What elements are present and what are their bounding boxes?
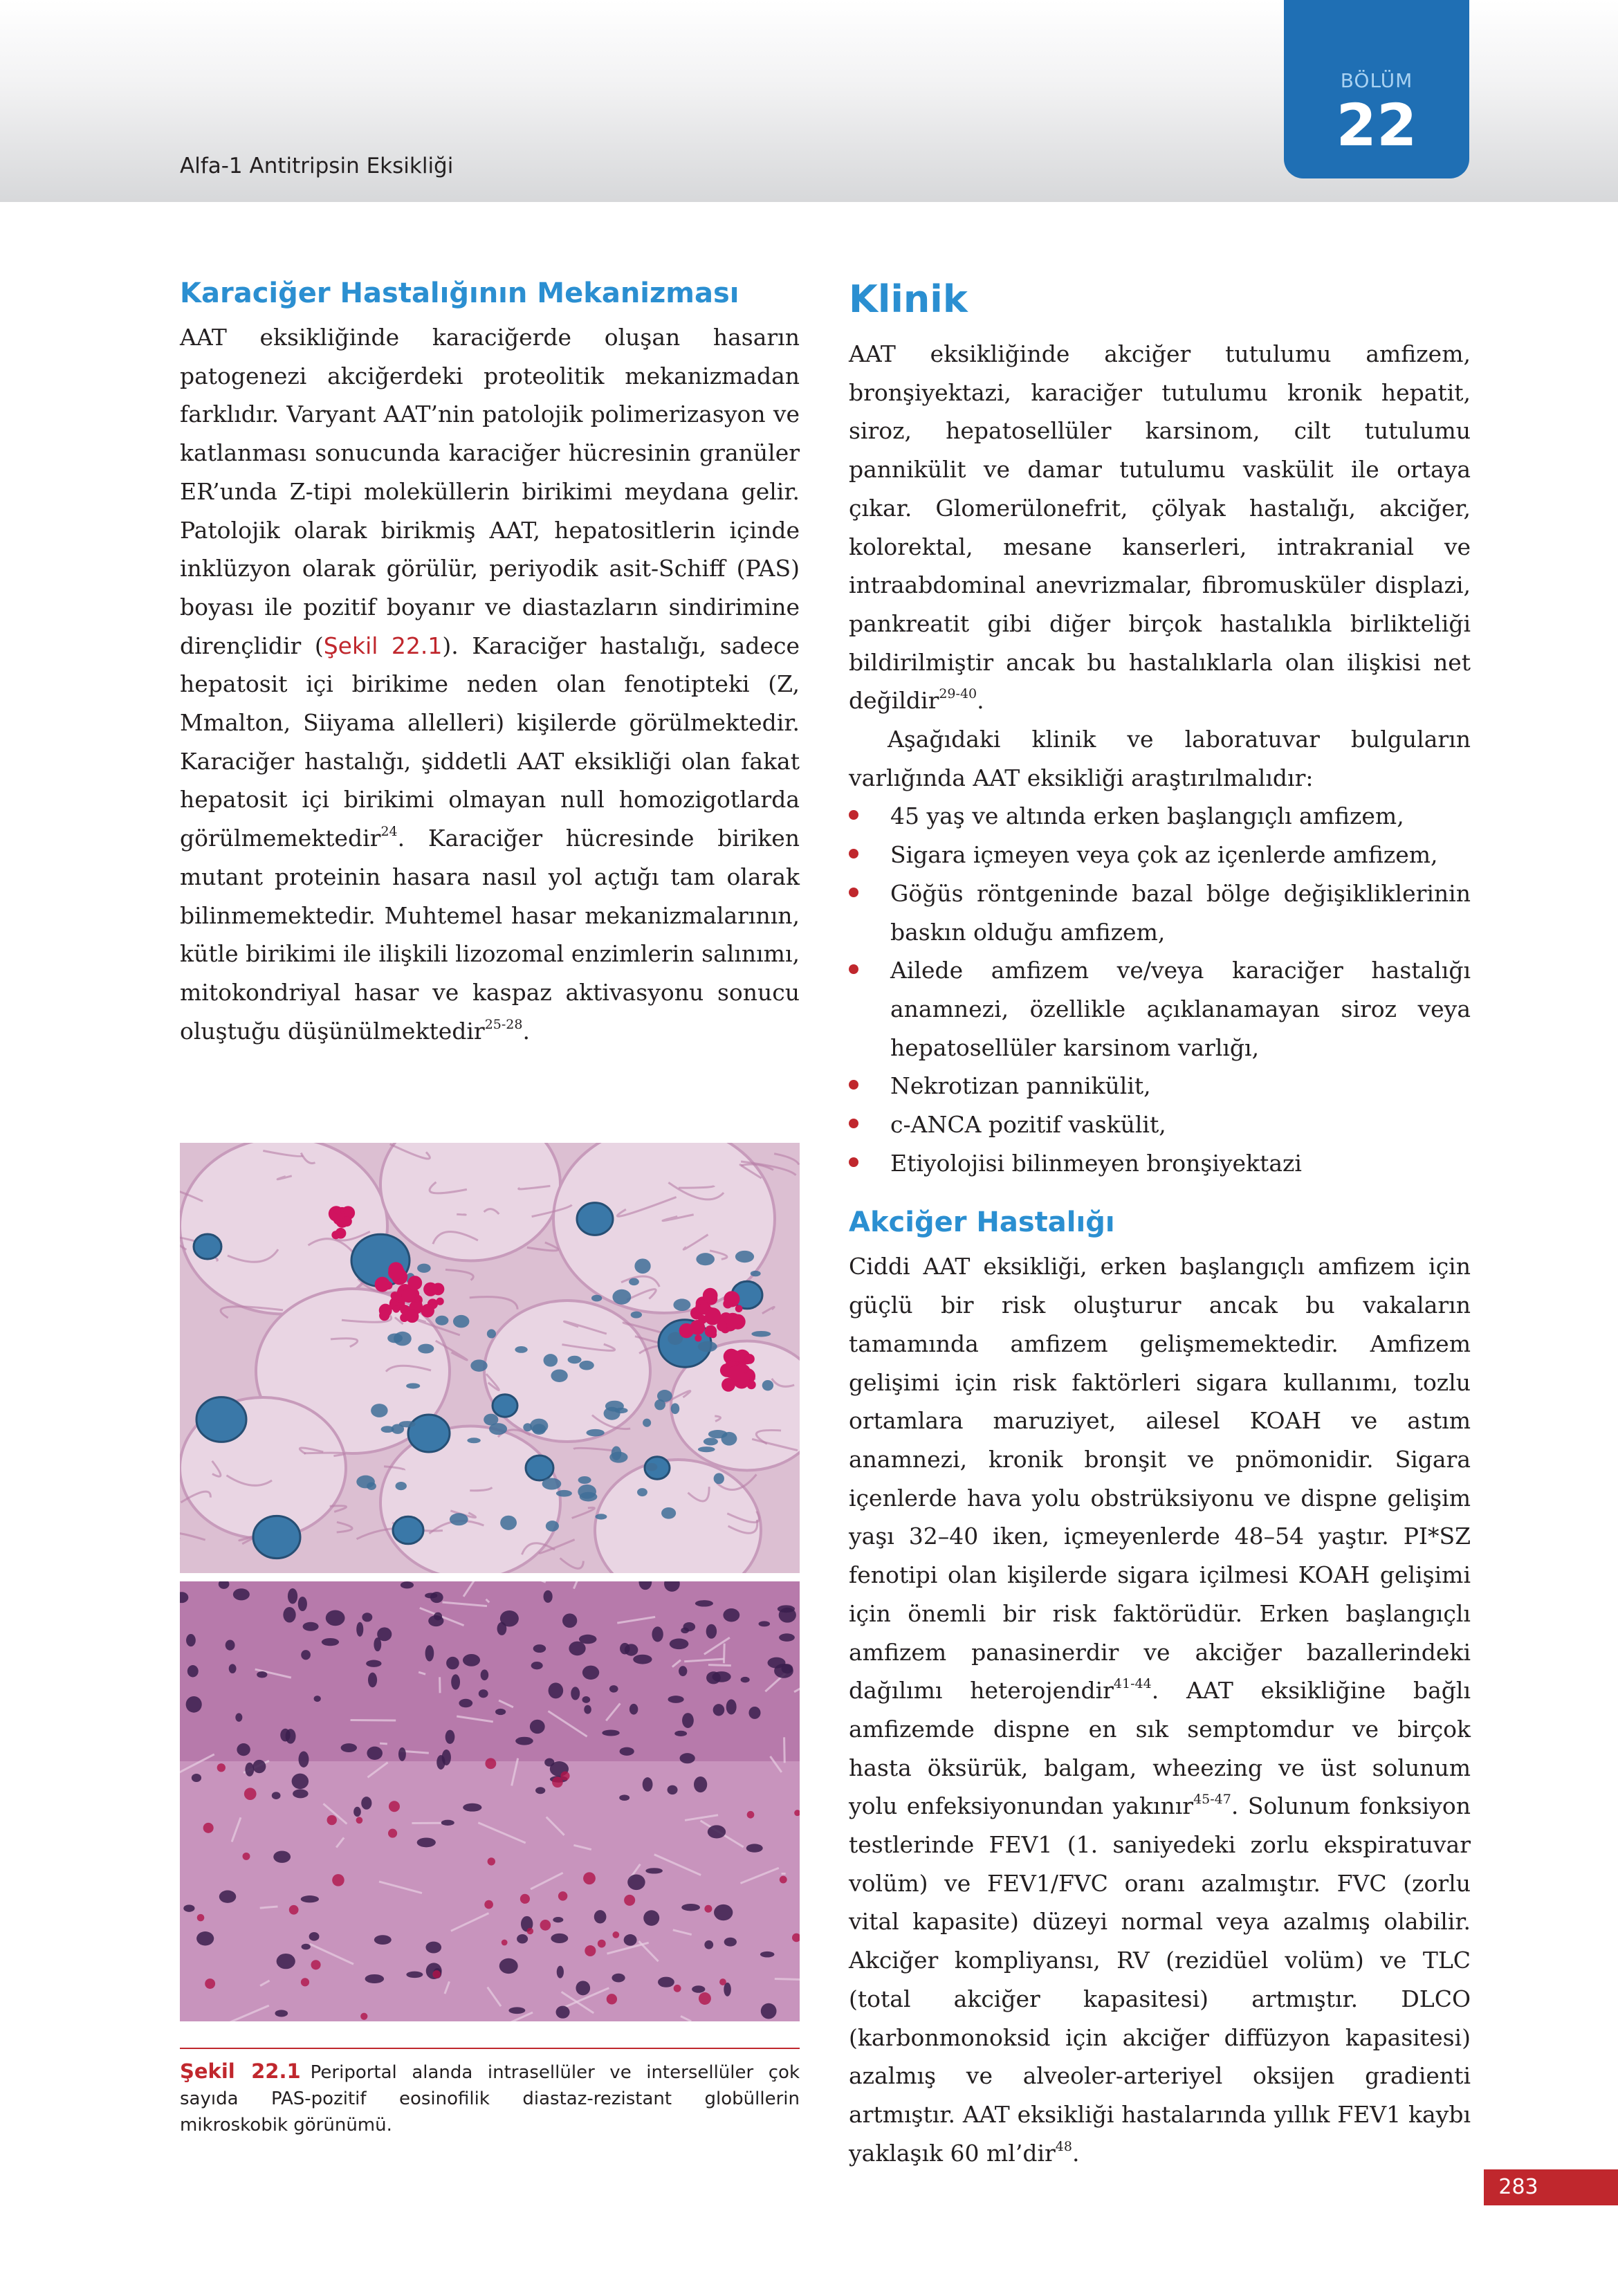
chapter-label: BÖLÜM <box>1340 69 1413 92</box>
micrograph-he-stain <box>180 1581 800 2021</box>
list-item-text: Ailede amfizem ve/veya karaciğer hastalığı anamnezi, özellikle açıklanamayan siroz veya hepatosellüler karsinom varlığı, <box>890 957 1471 1061</box>
text-run: . <box>522 1017 530 1045</box>
right-column <box>849 277 1471 2172</box>
citation: 25-28 <box>484 1016 523 1032</box>
list-item <box>849 1144 1471 1183</box>
list-item-text: Nekrotizan pannikülit, <box>890 1072 1151 1100</box>
bullet-icon <box>849 964 858 974</box>
figure-caption <box>180 2058 800 2138</box>
citation: 24 <box>380 824 398 840</box>
caption-text: Periportal alanda intrasellüler ve intersellüler çok sayıda PAS-pozitif eosinofilik diastaz-rezistant globüllerin mikroskobik görünümü. <box>180 2062 800 2136</box>
text-run: AAT eksikliğinde karaciğerde oluşan hasarın patogenezi akciğerdeki proteolitik mekanizmadan farklıdır. Varyant AAT’nin patolojik polimerizasyon ve katlanması sonucunda karaciğer hücresinin granüler ER’unda Z-tipi moleküllerin birikimi meydana gelir. Patolojik olarak birikmiş AAT, hepatositlerin içinde inklüzyon olarak görülür, periyodik asit-Schiff (PAS) boyası ile pozitif boyanır ve diastazların sindirimine dirençlidir ( <box>180 324 800 659</box>
list-item <box>849 874 1471 951</box>
bullet-icon <box>849 888 858 897</box>
section-title-clinical: Klinik <box>849 277 968 321</box>
bullet-icon <box>849 1119 858 1128</box>
caption-rule <box>180 2048 800 2049</box>
figure-22-1 <box>180 1143 800 2021</box>
bullet-icon <box>849 1080 858 1090</box>
liver-mechanism-paragraph <box>180 318 800 1050</box>
list-item <box>849 1105 1471 1144</box>
list-item-text: c-ANCA pozitif vaskülit, <box>890 1111 1166 1139</box>
citation: 29-40 <box>939 686 977 702</box>
left-column <box>180 277 800 1050</box>
clinical-findings-list <box>849 797 1471 1182</box>
list-item <box>849 951 1471 1067</box>
clinical-findings-intro: Aşağıdaki klinik ve laboratuvar bulguların varlığında AAT eksikliği araştırılmalıdır: <box>849 726 1471 791</box>
lung-disease-paragraph <box>849 1247 1471 2172</box>
page-number: 283 <box>1498 2175 1538 2199</box>
citation: 41-44 <box>1113 1676 1152 1692</box>
text-run: . <box>977 687 984 715</box>
list-item-text: Sigara içmeyen veya çok az içenlerde amfizem, <box>890 841 1438 869</box>
bullet-icon <box>849 849 858 858</box>
list-item-text: 45 yaş ve altında erken başlangıçlı amfizem, <box>890 802 1404 830</box>
figure-reference-link[interactable]: Şekil 22.1 <box>323 632 443 659</box>
bullet-icon <box>849 810 858 820</box>
chapter-number: 22 <box>1336 91 1417 159</box>
citation: 45-47 <box>1193 1792 1231 1808</box>
text-run: . Karaciğer hücresinde biriken mutant proteinin hasara nasıl yol açtığı tam olarak bilinmemektedir. Muhtemel hasar mekanizmalarının, kütle birikimi ile ilişkili lizozomal enzimlerin salınımı, mitokondriyal hasar ve kaspaz aktivasyonu sonucu oluştuğu düşünülmektedir <box>180 825 800 1045</box>
text-run: AAT eksikliğinde akciğer tutulumu amfizem, bronşiyektazi, karaciğer tutulumu kronik hepatit, siroz, hepatosellüler karsinom, cilt tutulumu pannikülit ve damar tutulumu vaskülit ile ortaya çıkar. Glomerülonefrit, çölyak hastalığı, akciğer, kolorektal, mesane kanserleri, intrakranial ve intraabdominal anevrizmalar, fibromusküler displazi, pankreatit gibi diğer birçok hastalıkla birlikteliği bildirilmiştir ancak bu hastalıklarla olan ilişkisi net değildir <box>849 340 1471 715</box>
text-run: . AAT eksikliğine bağlı amfizemde dispne en sık semptomdur ve birçok hasta öksürük, balgam, wheezing ve üst solunum yolu enfeksiyonundan yakınır <box>849 1677 1471 1820</box>
chapter-tab <box>1284 0 1469 178</box>
clinical-paragraph <box>849 335 1471 720</box>
micrograph-pas-stain <box>180 1143 800 1573</box>
list-item <box>849 797 1471 836</box>
section-title-lung-disease: Akciğer Hastalığı <box>849 1206 1115 1239</box>
bullet-icon <box>849 1157 858 1167</box>
section-title-liver-mechanism: Karaciğer Hastalığının Mekanizması <box>180 277 739 309</box>
list-item-text: Etiyolojisi bilinmeyen bronşiyektazi <box>890 1149 1302 1177</box>
text-run: . Solunum fonksiyon testlerinde FEV1 (1. saniyedeki zorlu ekspiratuvar volüm) ve FEV1/FVC oranı azalmıştır. FVC (zorlu vital kapasite) düzeyi normal veya azalmış olabilir. Akciğer kompliyansı, RV (rezidüel volüm) ve TLC (total akciğer kapasitesi) artmıştır. DLCO (karbonmonoksid için akciğer diffüzyon kapasitesi) azalmış ve alveoler-arteriyel oksijen gradienti artmıştır. AAT eksikliği hastalarında yıllık FEV1 kaybı yaklaşık 60 ml’dir <box>849 1792 1471 2167</box>
text-run: ). Karaciğer hastalığı, sadece hepatosit içi birikime neden olan fenotipteki (Z, Mmalton, Siiyama allelleri) kişilerde görülmektedir. Karaciğer hastalığı, şiddetli AAT eksikliği olan fakat hepatosit içi birikimi olmayan null homozigotlarda görülmemektedir <box>180 632 800 852</box>
citation: 48 <box>1055 2138 1072 2154</box>
list-item <box>849 1067 1471 1105</box>
list-item-text: Göğüs röntgeninde bazal bölge değişikliklerinin baskın olduğu amfizem, <box>890 879 1471 946</box>
figure-label: Şekil 22.1 <box>180 2059 301 2083</box>
list-item <box>849 836 1471 874</box>
running-title: Alfa-1 Antitripsin Eksikliği <box>180 154 454 178</box>
text-run: Ciddi AAT eksikliği, erken başlangıçlı amfizem için güçlü bir risk oluşturur ancak bu vakaların tamamında amfizem gelişmemektedir. Amfizem gelişimi için risk faktörleri sigara kullanımı, tozlu ortamlara maruziyet, ailesel KOAH ve astım anamnezi, kronik bronşit ve pnömonidir. Sigara içenlerde hava yolu obstrüksiyonu ve dispne gelişim yaşı 32–40 iken, içmeyenlerde 48–54 yaştır. PI*SZ fenotipi olan kişilerde sigara içilmesi KOAH gelişimi için önemli bir risk faktörüdür. Erken başlangıçlı amfizem panasinerdir ve akciğer bazallerindeki dağılımı heterojendir <box>849 1253 1471 1705</box>
text-run: . <box>1072 2139 1080 2167</box>
